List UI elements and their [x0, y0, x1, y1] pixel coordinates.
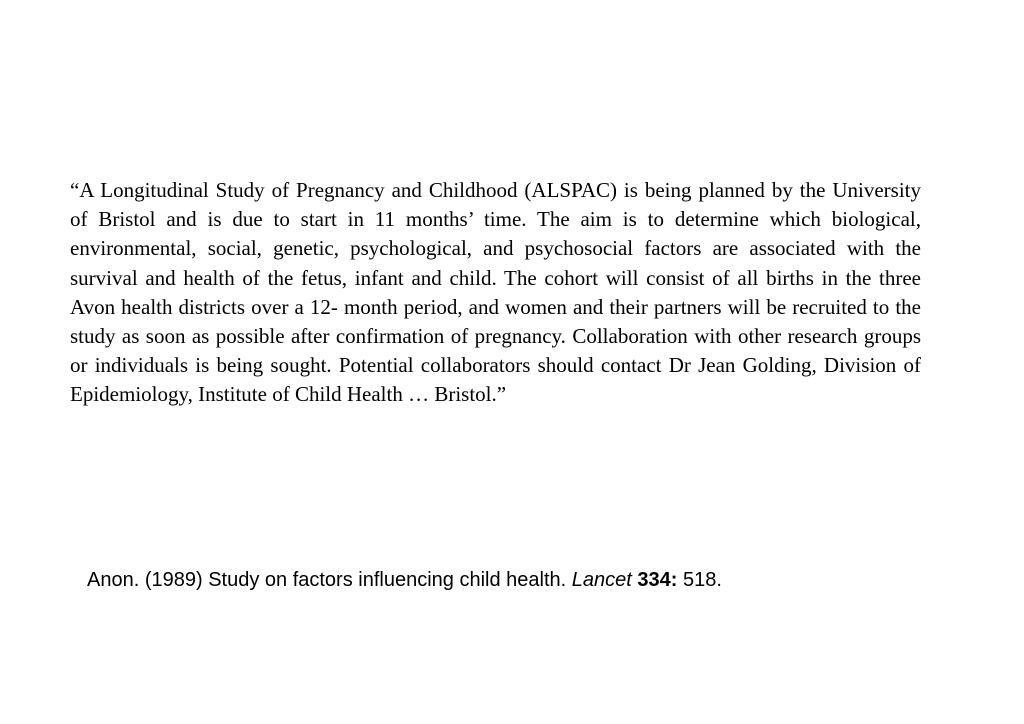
citation-authors-title: Anon. (1989) Study on factors influencing child health.: [87, 569, 567, 591]
citation-journal: Lancet: [571, 569, 632, 591]
citation: [87, 565, 947, 595]
citation-page: 518.: [682, 569, 722, 591]
citation-volume: 334:: [637, 569, 678, 591]
quote-text: “A Longitudinal Study of Pregnancy and Childhood (ALSPAC) is being planned by the University of Bristol and is due to start in 11 months’ time. The aim is to determine which biological, environmental, social, genetic, psychological, and psychosocial factors are associated with the survival and health of the fetus, infant and child. The cohort will consist of all births in the three Avon health districts over a 12- month period, and women and their partners will be recruited to the study as soon as possible after confirmation of pregnancy. Collaboration with other research groups or individuals is being sought. Potential collaborators should contact Dr Jean Golding, Division of Epidemiology, Institute of Child Health … Bristol.”: [70, 178, 921, 407]
